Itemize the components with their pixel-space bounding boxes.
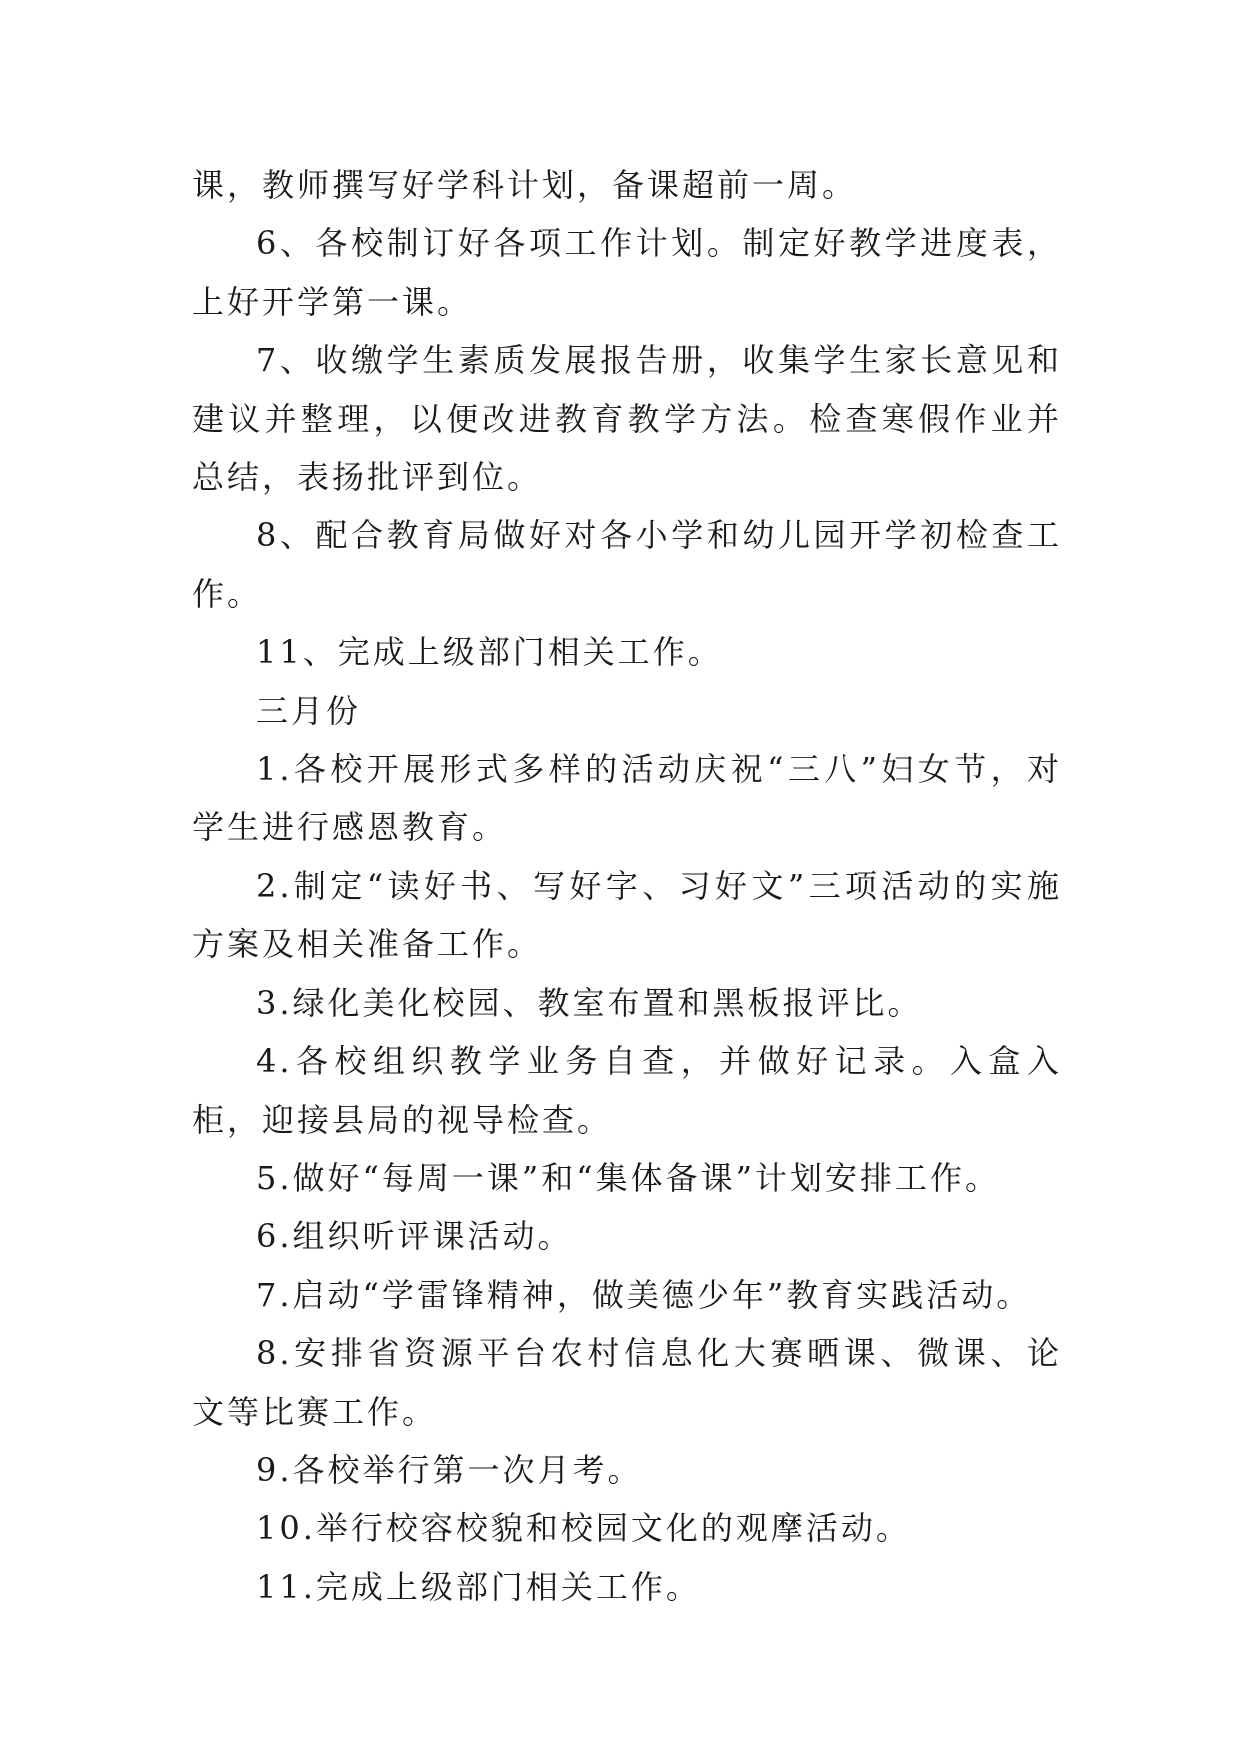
paragraph: 5.做好“每周一课”和“集体备课”计划安排工作。 <box>256 1158 1000 1197</box>
document-body <box>192 156 1062 1616</box>
paragraph: 6、各校制订好各项工作计划。制定好教学进度表，上好开学第一课。 <box>192 224 1062 321</box>
paragraph: 8.安排省资源平台农村信息化大赛晒课、微课、论文等比赛工作。 <box>192 1334 1062 1431</box>
paragraph: 9.各校举行第一次月考。 <box>256 1450 643 1489</box>
paragraph: 7、收缴学生素质发展报告册，收集学生家长意见和建议并整理，以便改进教育教学方法。检查寒假作业并总结，表扬批评到位。 <box>192 341 1062 497</box>
paragraph: 2.制定“读好书、写好字、习好文”三项活动的实施方案及相关准备工作。 <box>192 866 1062 964</box>
paragraph: 10.举行校容校貌和校园文化的观摩活动。 <box>256 1509 911 1548</box>
section-heading: 三月份 <box>256 691 362 730</box>
paragraph: 8、配合教育局做好对各小学和幼儿园开学初检查工作。 <box>192 516 1062 613</box>
paragraph: 7.启动“学雷锋精神，做美德少年”教育实践活动。 <box>256 1275 1032 1314</box>
paragraph: 3.绿化美化校园、教室布置和黑板报评比。 <box>256 983 923 1022</box>
paragraph: 1.各校开展形式多样的活动庆祝“三八”妇女节，对学生进行感恩教育。 <box>192 750 1062 847</box>
paragraph: 4.各校组织教学业务自查，并做好记录。入盒入柜，迎接县局的视导检查。 <box>192 1042 1062 1139</box>
paragraph: 6.组织听评课活动。 <box>256 1217 573 1256</box>
paragraph: 11、完成上级部门相关工作。 <box>256 633 723 672</box>
paragraph: 11.完成上级部门相关工作。 <box>256 1567 701 1606</box>
paragraph: 课，教师撰写好学科计划，备课超前一周。 <box>192 166 858 204</box>
